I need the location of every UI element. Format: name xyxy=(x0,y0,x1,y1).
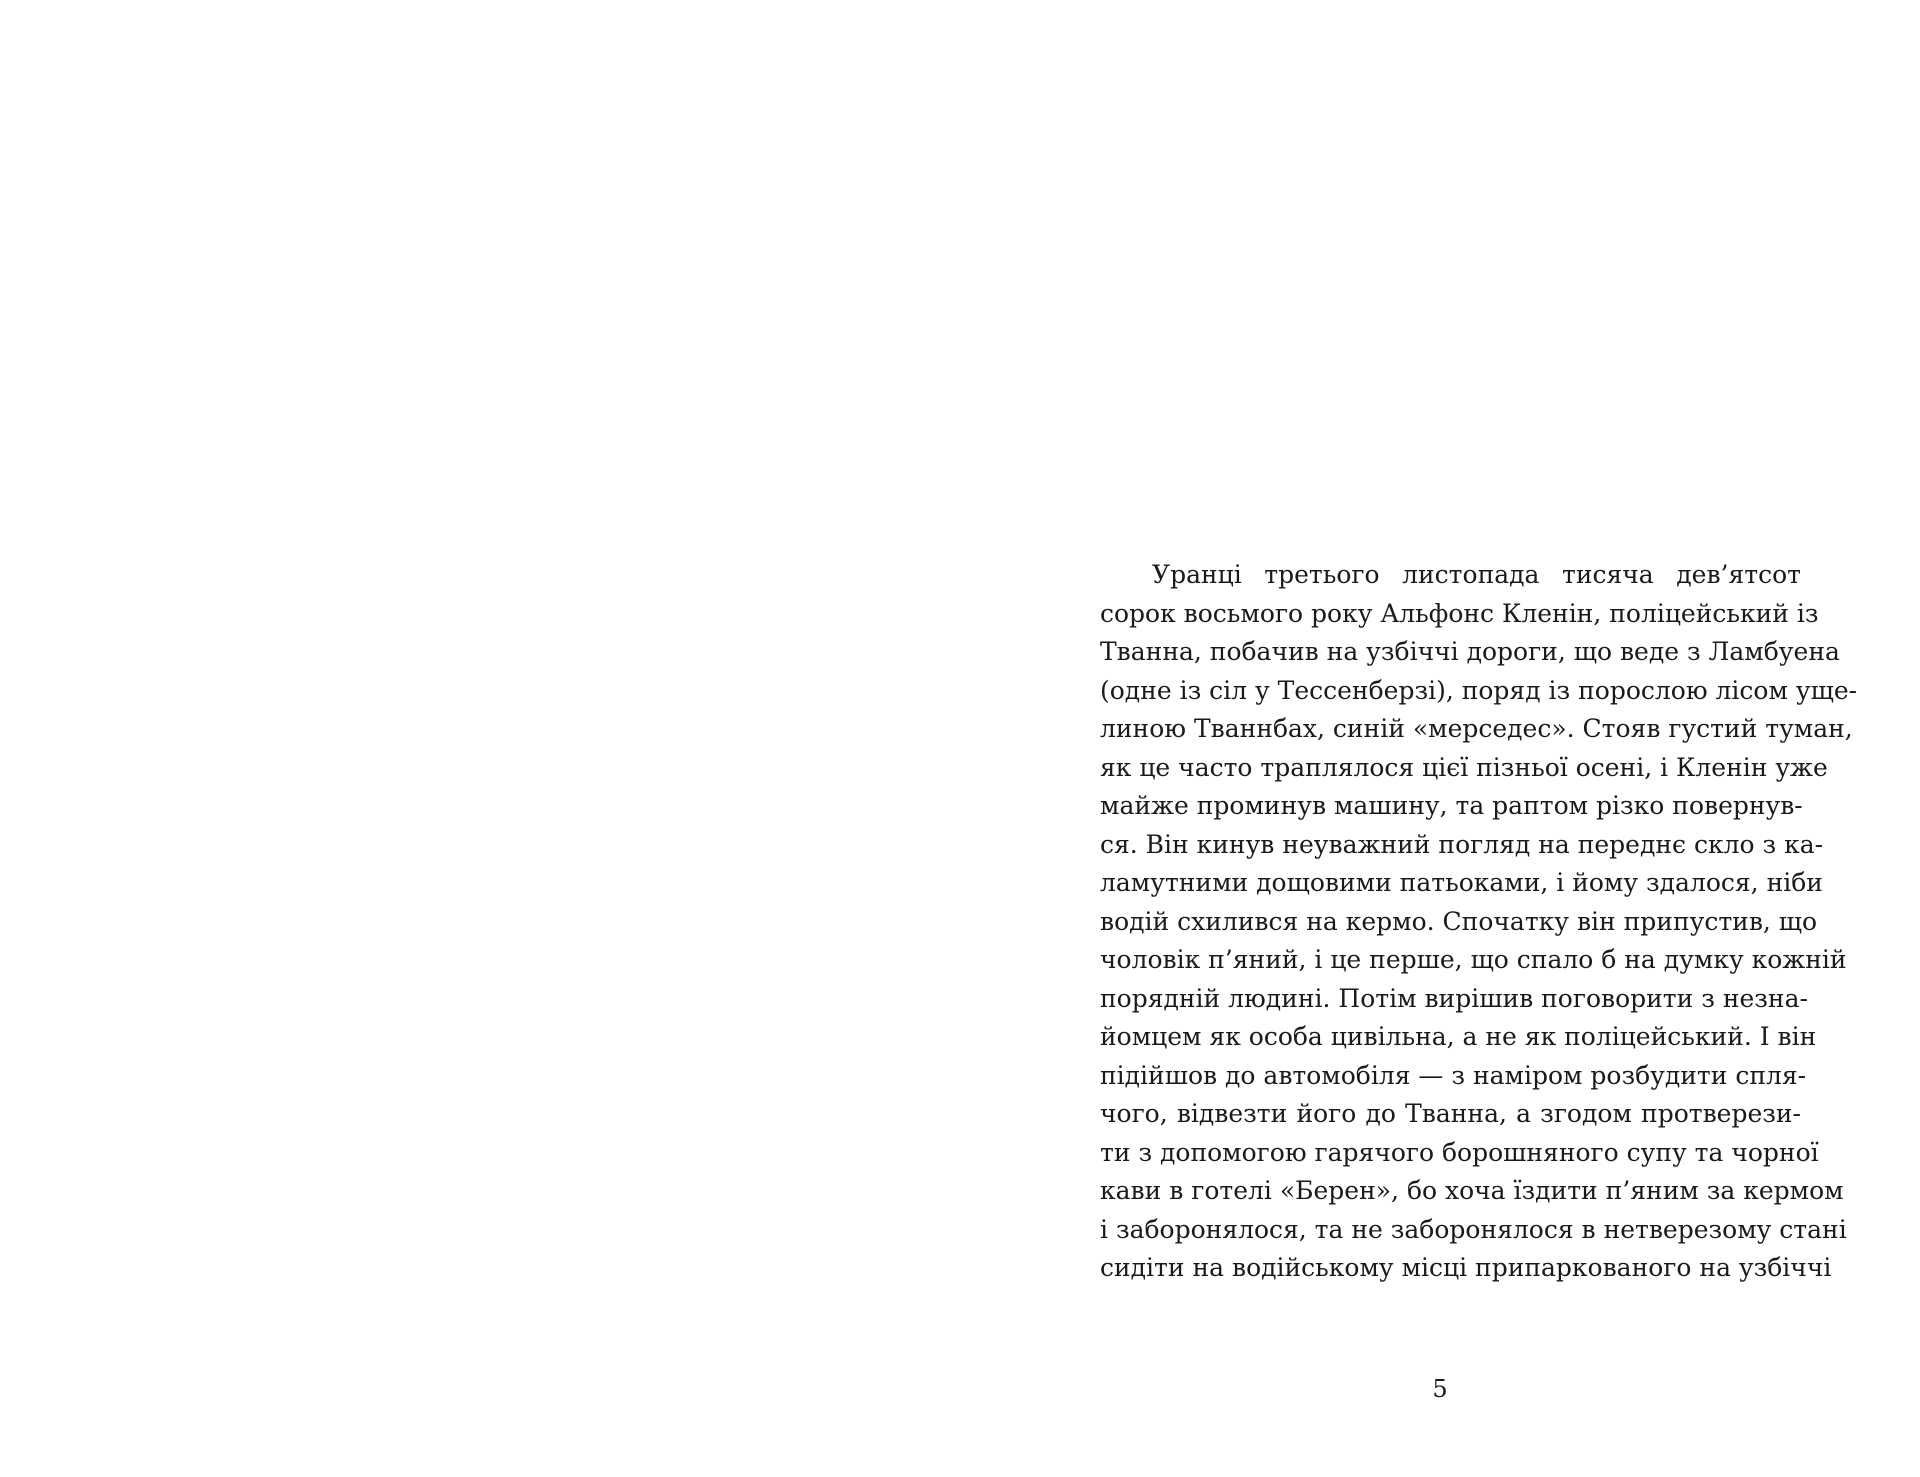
text-line: ся. Він кинув неуважний погляд на переднє скло з ка- xyxy=(1100,829,1824,859)
text-line: кави в готелі «Берен», бо хоча їздити п’яним за кермом xyxy=(1100,1176,1844,1205)
text-line: сидіти на водійському місці припаркованого на узбіччі xyxy=(1100,1253,1832,1282)
body-paragraph xyxy=(1100,556,1858,1288)
text-line: линою Тваннбах, синій «мерседес». Стояв густий туман, xyxy=(1100,714,1853,743)
text-line: йомцем як особа цивільна, а не як поліцейський. І він xyxy=(1100,1022,1817,1051)
page-number: 5 xyxy=(1432,1375,1448,1403)
text-line: підійшов до автомобіля — з наміром розбудити спля- xyxy=(1100,1060,1807,1090)
text-line: водій схилився на кермо. Спочатку він припустив, що xyxy=(1100,906,1818,936)
text-line: ти з допомогою гарячого борошняного супу та чорної xyxy=(1100,1137,1819,1167)
text-line: і заборонялося, та не заборонялося в нетверезому стані xyxy=(1100,1214,1847,1244)
text-line: чого, відвезти його до Тванна, а згодом протверези- xyxy=(1100,1099,1801,1128)
text-line: Уранці третього листопада тисяча дев’ятсот xyxy=(1152,560,1801,589)
text-line: майже проминув машину, та раптом різко повернув- xyxy=(1100,791,1803,820)
text-line: ламутними дощовими патьоками, і йому здалося, ніби xyxy=(1100,868,1823,897)
right-page xyxy=(960,0,1920,1477)
text-line: як це часто траплялося цієї пізньої осені, і Кленін уже xyxy=(1100,752,1828,782)
text-line: сорок восьмого року Альфонс Кленін, поліцейський із xyxy=(1100,598,1819,628)
text-line: Тванна, побачив на узбіччі дороги, що веде з Ламбуена xyxy=(1100,637,1840,666)
text-line: чоловік п’яний, і це перше, що спало б на думку кожній xyxy=(1100,945,1847,974)
text-line: (одне із сіл у Тессенберзі), поряд із порослою лісом уще- xyxy=(1100,675,1858,705)
text-line: порядній людині. Потім вирішив поговорити з незна- xyxy=(1100,983,1808,1013)
